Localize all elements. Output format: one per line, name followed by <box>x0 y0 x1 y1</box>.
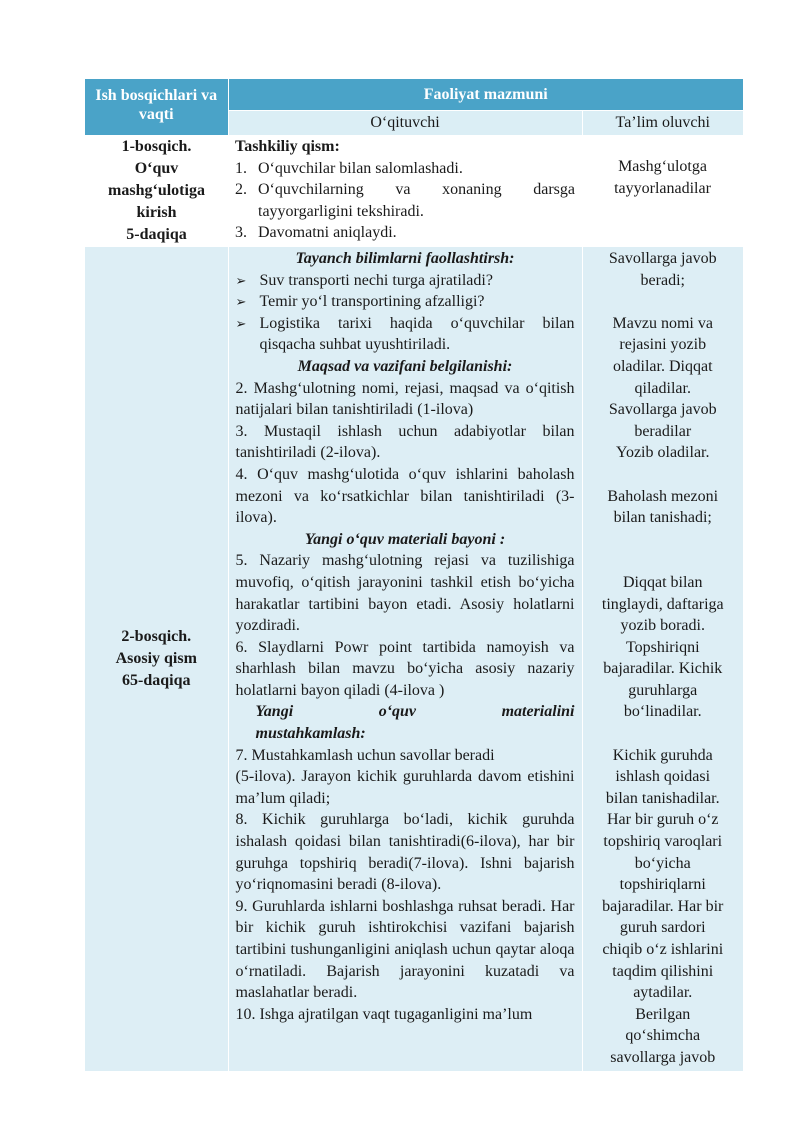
list-item <box>235 179 575 222</box>
item-number: 1. <box>235 159 247 177</box>
teacher-cell <box>228 135 582 247</box>
student-line: savollarga javob <box>610 1048 716 1066</box>
student-line: Kichik guruhda <box>612 746 713 764</box>
student-line: Mavzu nomi va <box>612 314 713 332</box>
header-activity-content <box>228 79 743 111</box>
header-stages-time <box>85 79 228 135</box>
section-title: Tashkiliy qism: <box>235 138 340 155</box>
student-line: bajaradilar. Har bir <box>602 897 724 915</box>
student-line: tayyorlanadilar <box>614 179 711 197</box>
student-lines <box>587 248 740 1069</box>
header-stages-label: Ish bosqichlari va vaqti <box>95 87 218 123</box>
student-line: yozib boradi. <box>620 617 705 635</box>
section-title <box>236 701 575 723</box>
stage-line: 5-daqiqa <box>126 226 187 243</box>
table-header-row <box>85 79 743 111</box>
title-word: materialini <box>501 703 575 721</box>
item-number: 3. <box>235 224 247 242</box>
bullet-item <box>236 313 575 356</box>
section-title: Tayanch bilimlarni faollashtirsh: <box>295 250 515 267</box>
student-line: Yozib oladilar. <box>616 444 710 462</box>
bullet-text: Temir yo‘l transportining afzalligi? <box>259 293 485 311</box>
student-line: oladilar. Diqqat <box>612 357 713 375</box>
header-teacher: O‘qituvchi <box>228 111 582 136</box>
bullet-text: Logistika tarixi haqida o‘quvchilar bilan qisqacha suhbat uyushtiriladi. <box>259 314 575 354</box>
stage-line: 2-bosqich. <box>121 627 192 645</box>
bullet-item <box>236 291 575 313</box>
paragraph: 4. O‘quv mashg‘ulotida o‘quv ishlarini baholash mezoni va ko‘rsatkichlar bilan tanishtiriladi (3-ilova). <box>235 465 575 527</box>
stage-cell <box>85 135 228 247</box>
student-line: Diqqat bilan <box>622 573 703 591</box>
student-line: Berilgan <box>635 1005 691 1023</box>
lesson-plan-page <box>85 79 743 1071</box>
item-text: Davomatni aniqlaydi. <box>258 224 397 242</box>
student-line <box>587 550 740 572</box>
student-line: beradilar <box>634 422 692 440</box>
stage-cell <box>85 247 228 1071</box>
student-line: aytadilar. <box>633 984 693 1002</box>
arrow-bullet-icon: ➢ <box>235 315 247 331</box>
student-line: Topshiriqni <box>625 638 700 656</box>
stage-line: kirish <box>136 204 177 221</box>
student-line: Har bir guruh o‘z <box>606 811 719 829</box>
table-row <box>85 135 743 247</box>
paragraph: 7. Mustahkamlash uchun savollar beradi <box>235 746 495 764</box>
table-row <box>85 247 743 1071</box>
student-line <box>587 291 740 313</box>
student-line: topshiriqlarni <box>619 876 706 894</box>
item-text: O‘quvchilar bilan salomlashadi. <box>258 159 463 177</box>
student-line: Savollarga javob <box>608 401 717 419</box>
title-word: o‘quv <box>378 703 417 721</box>
student-line: chiqib o‘z ishlarini <box>602 941 724 958</box>
stage-line: Asosiy qism <box>115 649 197 667</box>
title-word: Yangi <box>255 703 294 721</box>
header-activity-label: Faoliyat mazmuni <box>423 86 548 103</box>
student-line: Baholash mezoni <box>607 487 719 505</box>
student-line: bo‘linadilar. <box>623 703 702 721</box>
section-title-continued: mustahkamlash: <box>255 725 366 743</box>
paragraph: (5-ilova). Jarayon kichik guruhlarda davom etishini ma’lum qiladi; <box>235 768 575 807</box>
student-line: guruhlarga <box>628 681 698 699</box>
list-item <box>235 222 575 244</box>
header-student: Ta’lim oluvchi <box>582 111 743 136</box>
student-line: bilan tanishadi; <box>613 509 712 527</box>
stage-line: mashg‘ulotiga <box>108 182 205 199</box>
paragraph: 2. Mashg‘ulotning nomi, rejasi, maqsad va o‘qitish natijalari bilan tanishtiriladi (1-ilova) <box>235 379 575 419</box>
stage-line: 1-bosqich. <box>121 138 192 155</box>
paragraph: 10. Ishga ajratilgan vaqt tugaganligini ma’lum <box>235 1005 533 1023</box>
section-title: Maqsad va vazifani belgilanishi: <box>297 357 513 375</box>
paragraph: 3. Mustaqil ishlash uchun adabiyotlar bilan tanishtiriladi (2-ilova). <box>235 422 575 462</box>
student-line <box>587 723 740 745</box>
stage-line: O‘quv <box>134 160 179 177</box>
student-line: qiladilar. <box>634 379 691 397</box>
paragraph: 5. Nazariy mashg‘ulotning rejasi va tuzilishiga muvofiq, o‘qitish jarayonini tashkil etish bo‘yicha harakatlar tartibini bayon etadi. Asosiy holatlarni yozdiradi. <box>235 552 575 635</box>
student-line: bilan tanishadilar. <box>605 789 720 807</box>
student-cell <box>582 247 743 1071</box>
student-line: taqdim qilishini <box>612 962 714 980</box>
student-line: ishlash qoidasi <box>615 768 711 786</box>
paragraph: 9. Guruhlarda ishlarni boshlashga ruhsat beradi. Har bir kichik guruh ishtirokchisi vazifani bajarish tartibini tushunganligini aniqlash uchun qaytar aloqa o‘rnatiladi. Bajarish jarayonini kuzatadi va maslahatlar beradi. <box>235 897 575 1002</box>
lesson-plan-table <box>85 79 743 1071</box>
student-line: Mashg‘ulotga <box>618 158 707 175</box>
bullet-item <box>236 270 575 292</box>
student-line: topshiriq varoqlari <box>603 833 723 851</box>
stage-line: 65-daqiqa <box>122 671 191 689</box>
list-item <box>235 158 575 180</box>
student-line: rejasini yozib <box>619 336 707 354</box>
student-line: beradi; <box>640 271 685 289</box>
student-line: bo‘yicha <box>634 854 691 872</box>
bullet-text: Suv transporti nechi turga ajratiladi? <box>259 271 493 289</box>
paragraph: 8. Kichik guruhlarga bo‘ladi, kichik guruhda ishalash qoidasi bilan tanishtiradi(6-ilova), har bir guruhga topshiriq beradi(7-ilova). Ishni bajarish yo‘riqnomasini beradi (8-ilova). <box>235 811 575 894</box>
student-line: bajaradilar. Kichik <box>603 660 723 678</box>
student-line <box>587 529 740 551</box>
section-title: Yangi o‘quv materiali bayoni : <box>304 530 506 548</box>
student-cell <box>582 135 743 247</box>
student-line: guruh sardori <box>619 919 706 937</box>
student-line: Savollarga javob <box>608 250 717 267</box>
item-number: 2. <box>235 181 247 199</box>
arrow-bullet-icon: ➢ <box>235 294 247 310</box>
item-text: O‘quvchilarning va xonaning darsga tayyorgarligini tekshiradi. <box>258 181 575 220</box>
student-line <box>587 464 740 486</box>
arrow-bullet-icon: ➢ <box>235 272 247 288</box>
paragraph: 6. Slaydlarni Powr point tartibida namoyish va sharhlash bilan mavzu bo‘yicha asosiy nazariy holatlarni bayon qiladi (4-ilova ) <box>235 638 575 699</box>
student-line: qo‘shimcha <box>625 1027 701 1045</box>
teacher-cell <box>228 247 582 1071</box>
student-line: tinglaydi, daftariga <box>601 595 724 613</box>
